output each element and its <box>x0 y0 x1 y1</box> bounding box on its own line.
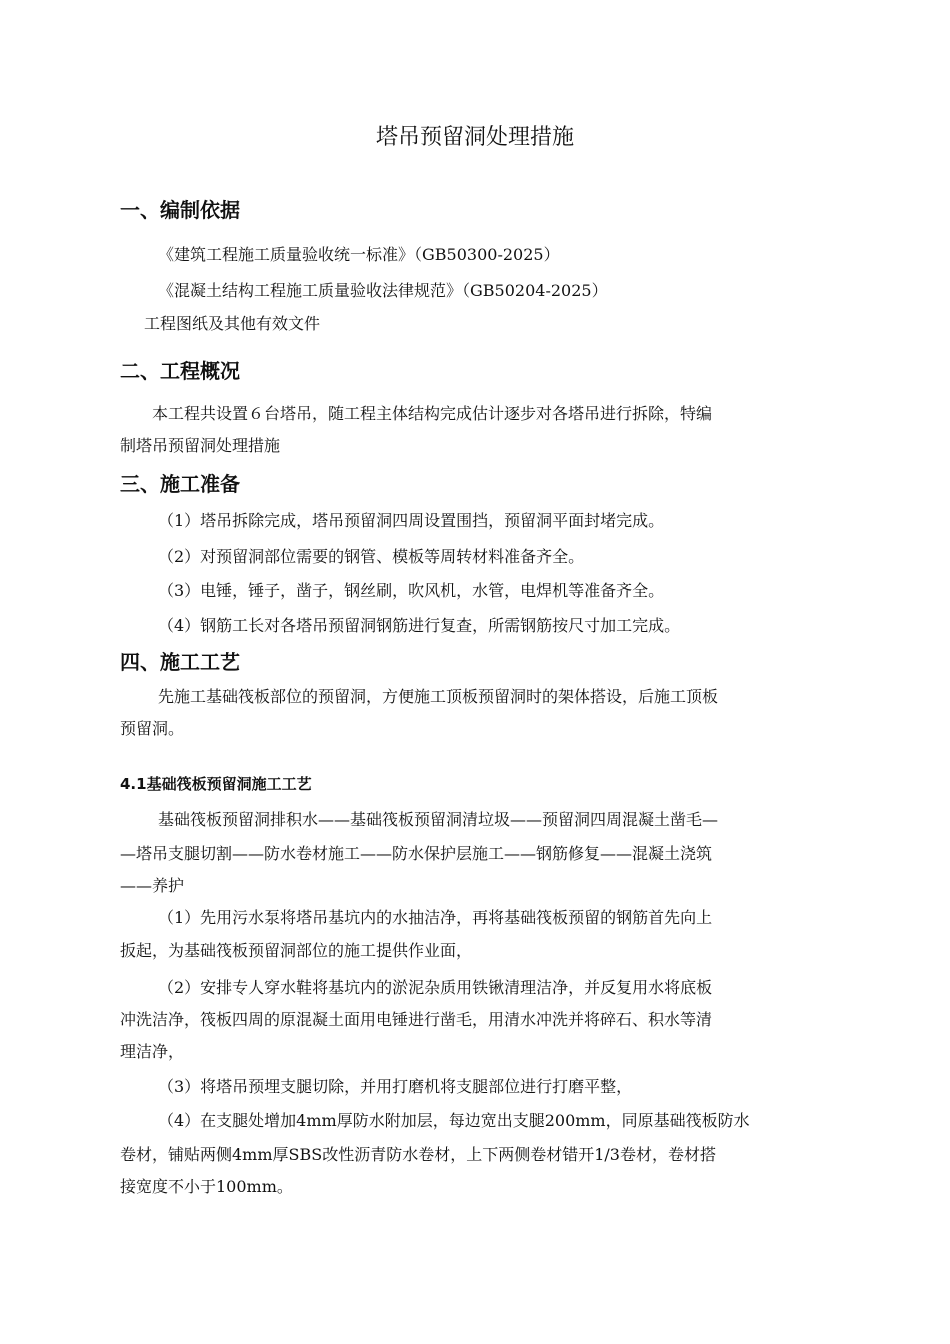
subsection-heading-raft: 4.1基础筏板预留洞施工工艺 <box>120 775 312 793</box>
paragraph-line: （2）对预留洞部位需要的钢管、模板等周转材料准备齐全。 <box>158 547 585 566</box>
section-heading-preparation: 三、施工准备 <box>120 472 240 496</box>
paragraph-line: （2）安排专人穿水鞋将基坑内的淤泥杂质用铁锹清理洁净，并反复用水将底板 <box>158 978 713 997</box>
paragraph-line: 《建筑工程施工质量验收统一标准》（GB50300-2025） <box>158 245 560 264</box>
paragraph-line: 制塔吊预留洞处理措施 <box>120 436 281 455</box>
paragraph-line: 理洁净， <box>120 1042 185 1061</box>
paragraph-line: 《混凝土结构工程施工质量验收法律规范》（GB50204-2025） <box>158 281 608 300</box>
paragraph-line: —塔吊支腿切割——防水卷材施工——防水保护层施工——钢筋修复——混凝土浇筑 <box>120 844 713 863</box>
paragraph-line: 基础筏板预留洞排积水——基础筏板预留洞清垃圾——预留洞四周混凝土凿毛— <box>158 810 719 829</box>
paragraph-line: （4）在支腿处增加4mm厚防水附加层，每边宽出支腿200mm，同原基础筏板防水 <box>158 1111 750 1130</box>
paragraph-line: 冲洗洁净，筏板四周的原混凝土面用电锤进行凿毛，用清水冲洗并将碎石、积水等清 <box>120 1010 713 1029</box>
paragraph-line: 先施工基础筏板部位的预留洞，方便施工顶板预留洞时的架体搭设，后施工顶板 <box>158 687 719 706</box>
paragraph-line: 卷材，铺贴两侧4mm厚SBS改性沥青防水卷材，上下两侧卷材错开1/3卷材，卷材搭 <box>120 1145 716 1164</box>
paragraph-line: （3）将塔吊预埋支腿切除，并用打磨机将支腿部位进行打磨平整， <box>158 1077 633 1096</box>
document-title: 塔吊预留洞处理措施 <box>375 125 574 150</box>
paragraph-line: 接宽度不小于100mm。 <box>120 1177 293 1196</box>
paragraph-line: ——养护 <box>120 876 185 895</box>
paragraph-line: 本工程共设置６台塔吊，随工程主体结构完成估计逐步对各塔吊进行拆除，特编 <box>152 404 713 423</box>
paragraph-line: （3）电锤，锤子，凿子，钢丝刷，吹风机，水管，电焊机等准备齐全。 <box>158 581 665 600</box>
section-heading-overview: 二、工程概况 <box>120 359 240 383</box>
paragraph-line: （1）先用污水泵将塔吊基坑内的水抽洁净，再将基础筏板预留的钢筋首先向上 <box>158 908 713 927</box>
paragraph-line: （1）塔吊拆除完成，塔吊预留洞四周设置围挡，预留洞平面封堵完成。 <box>158 511 665 530</box>
paragraph-line: 预留洞。 <box>120 719 185 738</box>
section-heading-basis: 一、编制依据 <box>120 198 240 222</box>
paragraph-line: 扳起，为基础筏板预留洞部位的施工提供作业面， <box>120 941 473 960</box>
section-heading-process: 四、施工工艺 <box>120 650 240 674</box>
paragraph-line: 工程图纸及其他有效文件 <box>144 314 321 333</box>
paragraph-line: （4）钢筋工长对各塔吊预留洞钢筋进行复查，所需钢筋按尺寸加工完成。 <box>158 616 681 635</box>
